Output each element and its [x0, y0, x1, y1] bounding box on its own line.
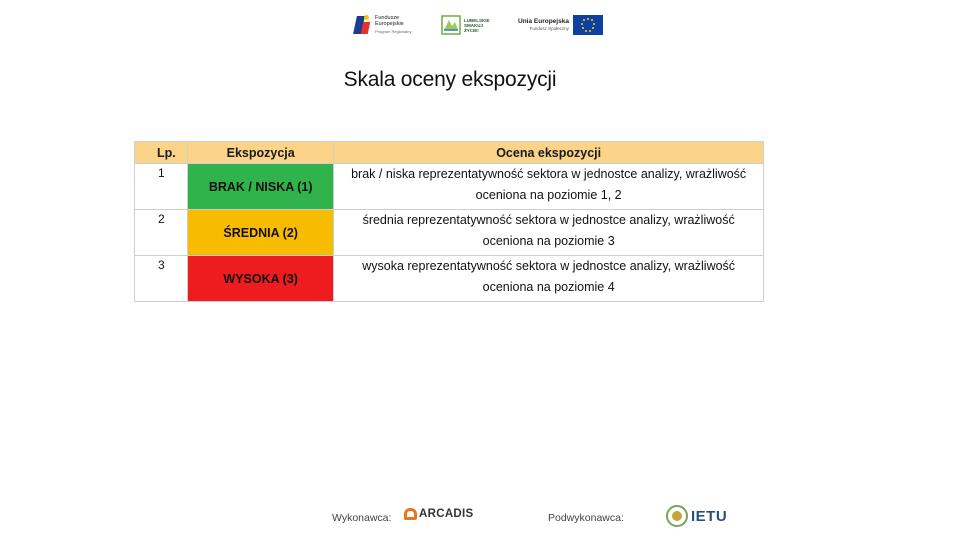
- header-lp: Lp.: [135, 142, 188, 164]
- exposure-level-medium: ŚREDNIA (2): [188, 210, 334, 256]
- arcadis-logo: [404, 508, 474, 520]
- logo-text: Unia Europejska: [518, 18, 569, 25]
- row-number: 1: [135, 164, 188, 210]
- header-assessment: Ocena ekspozycji: [334, 142, 764, 164]
- logo-text: SMAKUJ: [464, 22, 484, 28]
- description-line: oceniona na poziomie 1, 2: [475, 188, 622, 202]
- page-title: Skala oceny ekspozycji: [343, 68, 557, 91]
- description-line: oceniona na poziomie 3: [482, 234, 615, 248]
- logo-text: Program Regionalny: [375, 29, 412, 34]
- table-row: [135, 164, 764, 210]
- description-line: średnia reprezentatywność sektora w jednostce analizy, wrażliwość: [362, 213, 735, 227]
- exposure-level-high: WYSOKA (3): [188, 256, 334, 302]
- exposure-description: [334, 256, 764, 302]
- logo-text: Fundusz Społeczny: [529, 26, 569, 31]
- contractor-label: Wykonawca:: [332, 512, 392, 524]
- table-row: [135, 210, 764, 256]
- exposure-description: [334, 164, 764, 210]
- lubelskie-logo: [441, 12, 507, 38]
- subcontractor-name: IETU: [691, 507, 728, 525]
- funds-europe-logo: [355, 12, 431, 38]
- contractor-name: ARCADIS: [419, 508, 474, 520]
- table-header-row: [135, 142, 764, 164]
- exposure-description: [334, 210, 764, 256]
- logo-text: Europejskie: [375, 21, 404, 27]
- ietu-icon: [666, 505, 688, 527]
- row-number: 3: [135, 256, 188, 302]
- table-row: [135, 256, 764, 302]
- row-number: 2: [135, 210, 188, 256]
- subcontractor-label: Podwykonawca:: [548, 512, 624, 524]
- description-line: oceniona na poziomie 4: [482, 280, 615, 294]
- description-line: brak / niska reprezentatywność sektora w jednostce analizy, wrażliwość: [351, 167, 747, 181]
- description-line: wysoka reprezentatywność sektora w jednostce analizy, wrażliwość: [362, 259, 736, 273]
- logo-text: LUBELSKIE: [464, 17, 490, 23]
- header-exposure: Ekspozycja: [188, 142, 334, 164]
- logo-text: ŻYCIE!: [464, 27, 479, 33]
- eu-flag-icon: [573, 15, 603, 35]
- ietu-logo: [666, 505, 727, 527]
- arcadis-icon: [404, 508, 417, 520]
- logo-text: Fundusze: [375, 15, 400, 21]
- lubelskie-icon: [441, 15, 461, 35]
- exposure-level-low: BRAK / NISKA (1): [188, 164, 334, 210]
- eu-logo: [518, 12, 606, 38]
- funds-europe-icon: [355, 14, 371, 36]
- exposure-scale-table: [134, 141, 764, 302]
